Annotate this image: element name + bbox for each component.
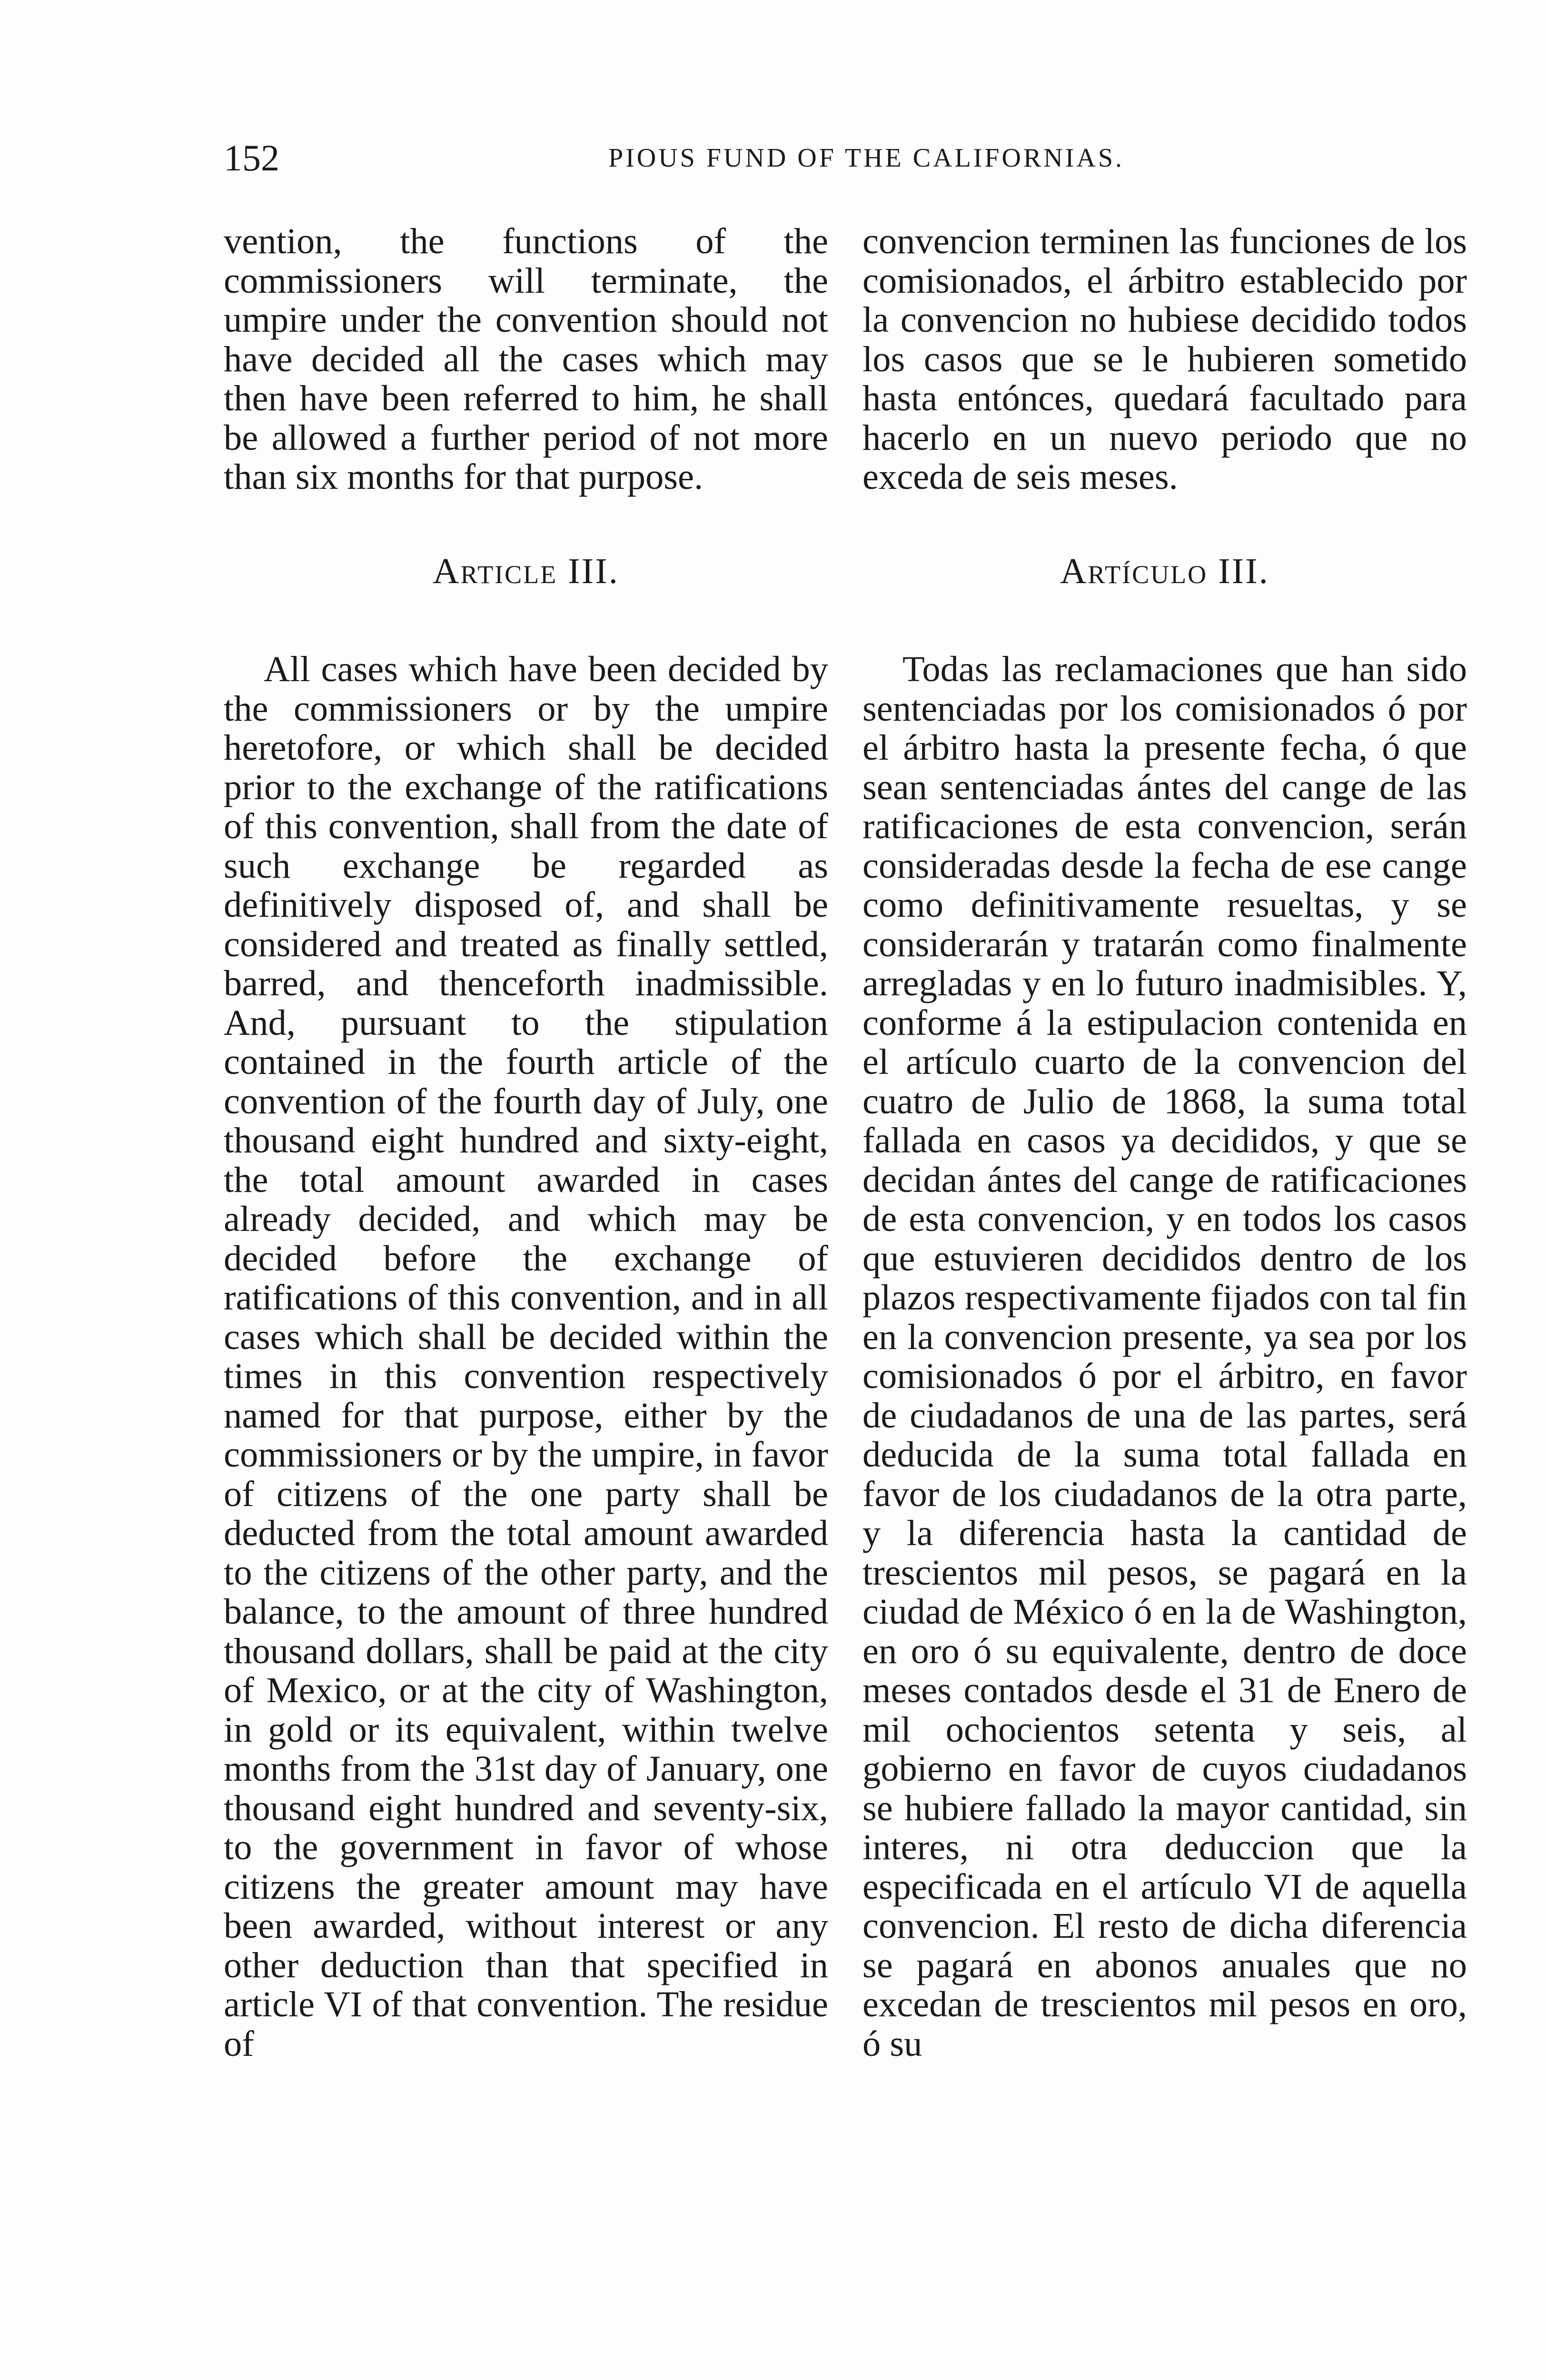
english-column (224, 222, 828, 2063)
english-article-paragraph: All cases which have been decided by the commissioners or by the umpire heretofore, or which shall be decided prior to the exchange of the ratifications of this convention, shall from the date of such exchange be regarded as definitively disposed of, and shall be considered and treated as finally settled, barred, and thenceforth inadmissible. And, pursuant to the stipulation contained in the fourth article of the convention of the fourth day of July, one thousand eight hundred and sixty-eight, the total amount awarded in cases already decided, and which may be decided before the exchange of ratifications of this convention, and in all cases which shall be decided within the times in this convention respectively named for that purpose, either by the commissioners or by the umpire, in favor of citizens of the one party shall be deducted from the total amount awarded to the citizens of the other party, and the balance, to the amount of three hundred thousand dollars, shall be paid at the city of Mexico, or at the city of Washington, in gold or its equivalent, within twelve months from the 31st day of January, one thousand eight hundred and seventy-six, to the government in favor of whose citizens the greater amount may have been awarded, without interest or any other deduction than that specified in article VI of that convention. The residue of (224, 649, 828, 2064)
english-article-heading: Article III. (433, 550, 619, 591)
spanish-column (862, 222, 1467, 2063)
spanish-article-heading: Artículo III. (1060, 550, 1269, 591)
english-continuation-paragraph: vention, the functions of the commissioners will terminate, the umpire under the convention should not have decided all the cases which may then have been referred to him, he shall be allowed a further period of not more than six months for that purpose. (224, 221, 828, 497)
page-number: 152 (224, 137, 279, 178)
running-head (224, 134, 1338, 182)
running-title: PIOUS FUND OF THE CALIFORNIAS. (608, 143, 1124, 173)
spanish-continuation-paragraph: convencion terminen las funciones de los comisionados, el árbitro establecido por la convencion no hubiese decidido todos los casos que se le hubieren sometido hasta entónces, quedará facultado para hacerlo en un nuevo periodo que no exceda de seis meses. (862, 221, 1467, 497)
spanish-article-paragraph: Todas las reclamaciones que han sido sentenciadas por los comisionados ó por el árbitro hasta la presente fecha, ó que sean sentenciadas ántes del cange de las ratificaciones de esta convencion, serán consideradas desde la fecha de ese cange como definitivamente resueltas, y se considerarán y tratarán como finalmente arregladas y en lo futuro inadmisibles. Y, conforme á la estipulacion contenida en el artículo cuarto de la convencion del cuatro de Julio de 1868, la suma total fallada en casos ya decididos, y que se decidan ántes del cange de ratificaciones de esta convencion, y en todos los casos que estuvieren decididos dentro de los plazos respectivamente fijados con tal fin en la convencion presente, ya sea por los comisionados ó por el árbitro, en favor de ciudadanos de una de las partes, será deducida de la suma total fallada en favor de los ciudadanos de la otra parte, y la diferencia hasta la cantidad de trescientos mil pesos, se pagará en la ciudad de México ó en la de Washington, en oro ó su equivalente, dentro de doce meses contados desde el 31 de Enero de mil ochocientos setenta y seis, al gobierno en favor de cuyos ciudadanos se hubiere fallado la mayor cantidad, sin interes, ni otra deduccion que la especificada en el artículo VI de aquella convencion. El resto de dicha diferencia se pagará en abonos anuales que no excedan de trescientos mil pesos en oro, ó su (862, 649, 1467, 2064)
